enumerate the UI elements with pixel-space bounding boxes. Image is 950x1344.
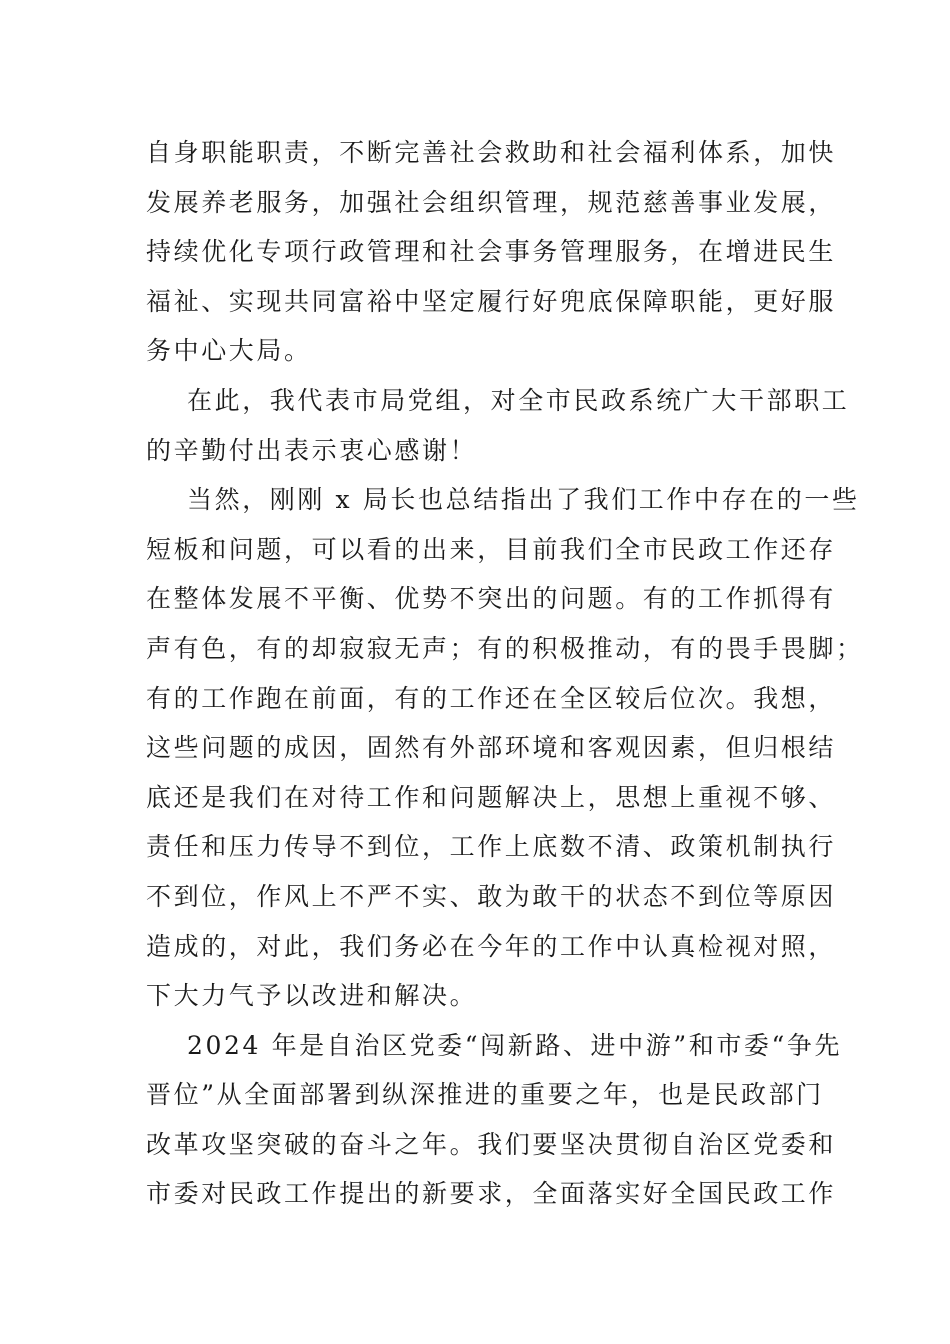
paragraph — [146, 475, 864, 1021]
text-line: 的辛勤付出表示衷心感谢！ — [146, 435, 478, 465]
text-line: 市委对民政工作提出的新要求，全面落实好全国民政工作 — [146, 1179, 837, 1209]
text-line: 自身职能职责，不断完善社会救助和社会福利体系，加快 — [146, 138, 837, 167]
paragraph — [146, 1021, 843, 1219]
text-line: 下大力气予以改进和解决。 — [146, 981, 478, 1011]
text-line: 底还是我们在对待工作和问题解决上，思想上重视不够、 — [146, 782, 837, 812]
text-line: 在此，我代表市局党组，对全市民政系统广大干部职工 — [187, 385, 850, 415]
text-line: 当然，刚刚 x 局长也总结指出了我们工作中存在的一些 — [187, 485, 860, 515]
text-line: 有的工作跑在前面，有的工作还在全区较后位次。我想， — [146, 683, 837, 713]
text-line: 持续优化专项行政管理和社会事务管理服务，在增进民生 — [146, 237, 837, 267]
text-line: 这些问题的成因，固然有外部环境和客观因素，但归根结 — [146, 733, 837, 763]
text-line: 在整体发展不平衡、优势不突出的问题。有的工作抓得有 — [146, 584, 837, 614]
text-line: 短板和问题，可以看的出来，目前我们全市民政工作还存 — [146, 534, 837, 564]
text-line: 责任和压力传导不到位，工作上底数不清、政策机制执行 — [146, 832, 837, 862]
text-line: 不到位，作风上不严不实、敢为敢干的状态不到位等原因 — [146, 881, 837, 911]
text-line: 改革攻坚突破的奋斗之年。我们要坚决贯彻自治区党委和 — [146, 1129, 837, 1159]
text-line: 造成的，对此，我们务必在今年的工作中认真检视对照， — [146, 931, 837, 961]
paragraph — [146, 376, 850, 475]
text-line: 声有色，有的却寂寂无声；有的积极推动，有的畏手畏脚； — [146, 633, 864, 663]
text-line: 发展养老服务，加强社会组织管理，规范慈善事业发展， — [146, 187, 837, 217]
text-line: 2024 年是自治区党委“闯新路、进中游”和市委“争先 — [187, 1030, 843, 1060]
text-line: 晋位”从全面部署到纵深推进的重要之年，也是民政部门 — [146, 1080, 824, 1110]
text-line: 务中心大局。 — [146, 336, 312, 366]
document-body — [146, 128, 864, 1219]
paragraph — [146, 128, 837, 376]
text-line: 福祉、实现共同富裕中坚定履行好兜底保障职能，更好服 — [146, 286, 837, 316]
